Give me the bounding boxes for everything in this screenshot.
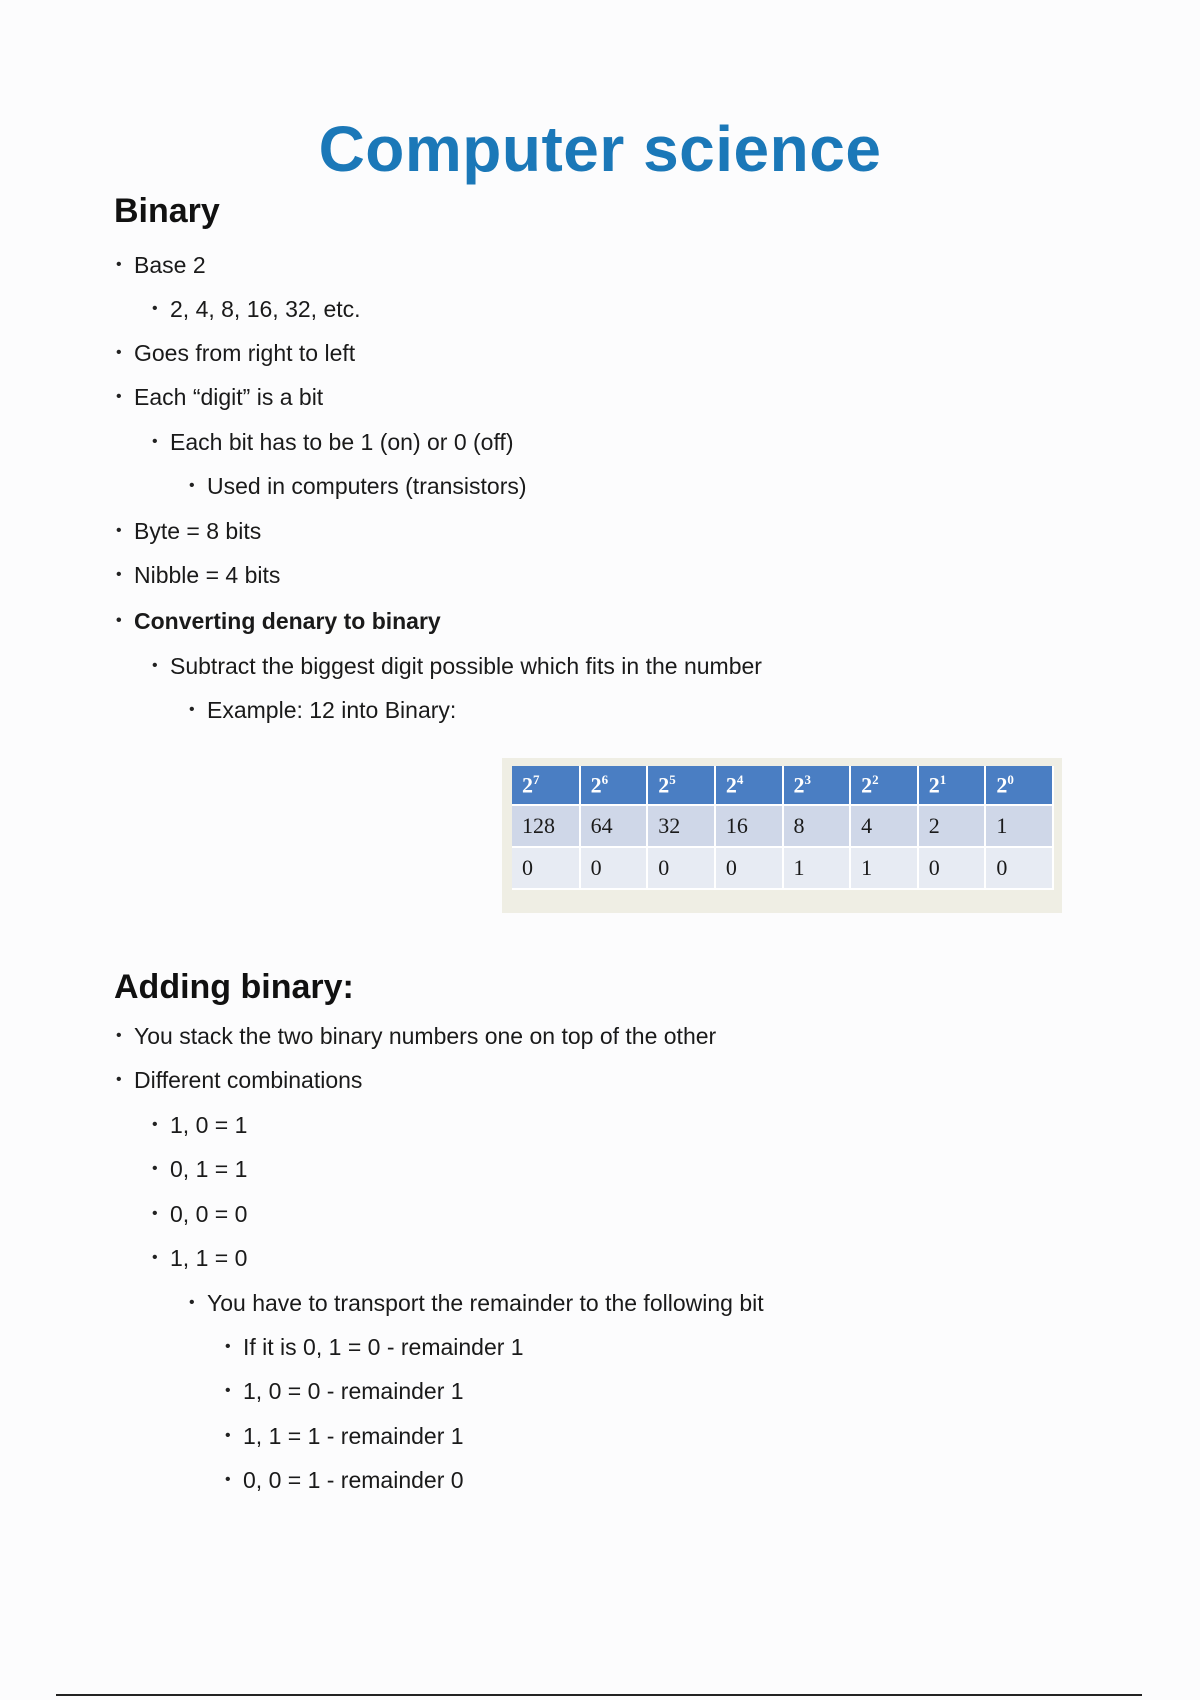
list-item: • If it is 0, 1 = 0 - remainder 1 [243,1332,524,1362]
list-item: • 0, 0 = 0 [170,1199,247,1229]
bit-cell: 1 [783,847,851,889]
list-item: • You stack the two binary numbers one on top of the other [134,1021,716,1051]
place-value-cell: 4 [850,805,918,847]
list-item: • Byte = 8 bits [134,516,261,546]
place-value-cell: 1 [985,805,1053,847]
list-item: • 2, 4, 8, 16, 32, etc. [170,294,361,324]
binary-place-value-table [512,766,1054,890]
list-item: • Nibble = 4 bits [134,560,280,590]
list-item: • 1, 1 = 0 [170,1243,247,1273]
list-item: • Goes from right to left [134,338,355,368]
bit-cell: 0 [985,847,1053,889]
place-value-cell: 16 [715,805,783,847]
list-item: • 1, 0 = 1 [170,1110,247,1140]
power-header: $2^4$ [715,766,783,805]
list-item: • Subtract the biggest digit possible which fits in the number [170,651,762,681]
bit-cell: 0 [580,847,648,889]
list-item: • Each “digit” is a bit [134,382,323,412]
power-header: $2^3$ [783,766,851,805]
list-item: • Base 2 [134,250,206,280]
power-header: $2^5$ [647,766,715,805]
list-item: • Example: 12 into Binary: [207,695,456,725]
place-value-cell: 64 [580,805,648,847]
footer-divider [56,1694,1142,1696]
binary-heading: Binary [114,192,220,230]
list-item: • Used in computers (transistors) [207,471,527,501]
bit-cell: 1 [850,847,918,889]
place-value-cell: 32 [647,805,715,847]
table-header-row [512,766,1053,805]
binary-table-figure [502,758,1062,913]
list-item: • Each bit has to be 1 (on) or 0 (off) [170,427,513,457]
bit-cell: 0 [918,847,986,889]
list-item: • 0, 1 = 1 [170,1154,247,1184]
table-row [512,847,1053,889]
bit-cell: 0 [715,847,783,889]
list-item: • 1, 0 = 0 - remainder 1 [243,1376,464,1406]
place-value-cell: 8 [783,805,851,847]
power-header: $2^0$ [985,766,1053,805]
power-header: $2^2$ [850,766,918,805]
bit-cell: 0 [512,847,580,889]
adding-binary-heading: Adding binary: [114,968,354,1006]
list-item: • 0, 0 = 1 - remainder 0 [243,1465,464,1495]
list-item: • You have to transport the remainder to the following bit [207,1288,764,1318]
power-header: $2^7$ [512,766,580,805]
list-item: • Different combinations [134,1065,362,1095]
list-item: • 1, 1 = 1 - remainder 1 [243,1421,464,1451]
table-row [512,805,1053,847]
power-header: $2^6$ [580,766,648,805]
power-header: $2^1$ [918,766,986,805]
place-value-cell: 2 [918,805,986,847]
page-title: Computer science [318,113,882,185]
place-value-cell: 128 [512,805,580,847]
list-item: • Converting denary to binary [134,606,441,636]
bit-cell: 0 [647,847,715,889]
